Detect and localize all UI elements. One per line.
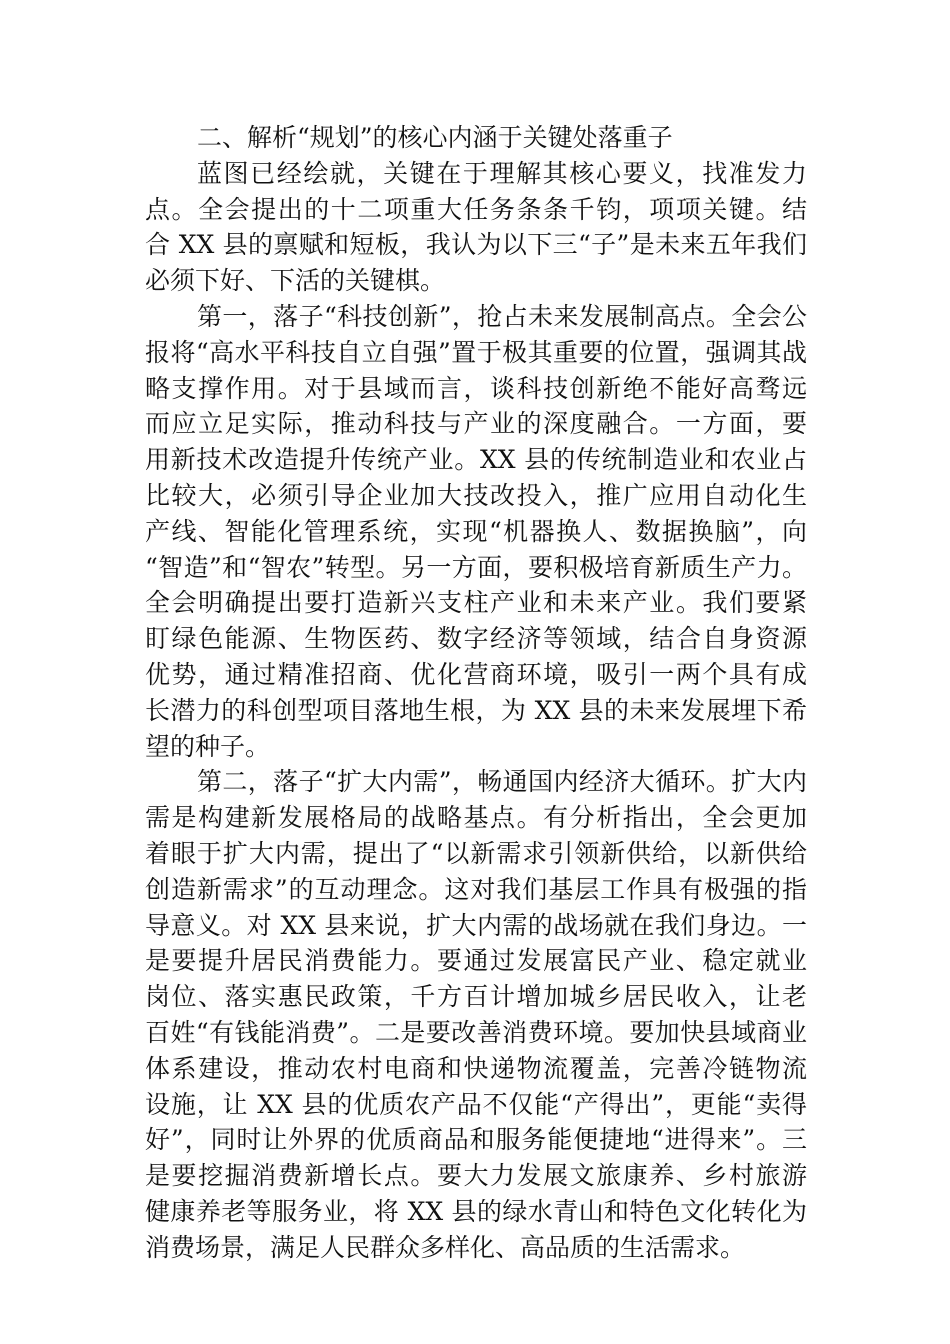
paragraph-line: 导意义。对 XX 县来说，扩大内需的战场就在我们身边。一 (145, 910, 807, 940)
paragraph-line: 是要挖掘消费新增长点。要大力发展文旅康养、乡村旅游 (145, 1161, 807, 1191)
paragraph-line: 优势，通过精准招商、优化营商环境，吸引一两个具有成 (145, 659, 807, 689)
section-heading: 二、解析“规划”的核心内涵于关键处落重子 (197, 123, 673, 152)
paragraph (145, 299, 807, 764)
document-body (145, 156, 807, 1266)
paragraph-line: 报将“高水平科技自立自强”置于极其重要的位置，强调其战 (145, 337, 807, 367)
paragraph-line: 着眼于扩大内需，提出了“以新需求引领新供给，以新供给 (145, 838, 807, 868)
paragraph-line: 必须下好、下活的关键棋。 (145, 266, 446, 296)
paragraph-line: 消费场景，满足人民群众多样化、高品质的生活需求。 (145, 1232, 746, 1262)
paragraph-line: 需是构建新发展格局的战略基点。有分析指出，全会更加 (145, 803, 807, 833)
paragraph-line: “智造”和“智农”转型。另一方面，要积极培育新质生产力。 (145, 552, 807, 582)
paragraph-line: 盯绿色能源、生物医药、数字经济等领域，结合自身资源 (145, 624, 807, 654)
paragraph-line: 第二，落子“扩大内需”，畅通国内经济大循环。扩大内 (197, 767, 807, 797)
paragraph-line: 设施，让 XX 县的优质农产品不仅能“产得出”，更能“卖得 (145, 1089, 807, 1119)
paragraph-line: 而应立足实际，推动科技与产业的深度融合。一方面，要 (145, 409, 807, 439)
paragraph-line: 百姓“有钱能消费”。二是要改善消费环境。要加快县域商业 (145, 1017, 807, 1047)
paragraph-line: 健康养老等服务业，将 XX 县的绿水青山和特色文化转化为 (145, 1196, 807, 1226)
paragraph-line: 是要提升居民消费能力。要通过发展富民产业、稳定就业 (145, 946, 807, 976)
paragraph-line: 岗位、落实惠民政策，千方百计增加城乡居民收入，让老 (145, 982, 807, 1012)
paragraph (145, 764, 807, 1265)
paragraph-line: 好”，同时让外界的优质商品和服务能便捷地“进得来”。三 (145, 1125, 807, 1155)
paragraph-line: 产线、智能化管理系统，实现“机器换人、数据换脑”，向 (145, 516, 807, 546)
paragraph-line: 第一，落子“科技创新”，抢占未来发展制高点。全会公 (197, 301, 807, 331)
document-page (145, 120, 807, 1266)
paragraph-line: 用新技术改造提升传统产业。XX 县的传统制造业和农业占 (145, 445, 807, 475)
paragraph-line: 点。全会提出的十二项重大任务条条千钧，项项关键。结 (145, 194, 807, 224)
paragraph-line: 长潜力的科创型项目落地生根，为 XX 县的未来发展埋下希 (145, 695, 807, 725)
paragraph-line: 合 XX 县的禀赋和短板，我认为以下三“子”是未来五年我们 (145, 230, 807, 260)
paragraph-line: 略支撑作用。对于县域而言，谈科技创新绝不能好高骛远 (145, 373, 807, 403)
paragraph-line: 全会明确提出要打造新兴支柱产业和未来产业。我们要紧 (145, 588, 807, 618)
paragraph-line: 创造新需求”的互动理念。这对我们基层工作具有极强的指 (145, 874, 807, 904)
paragraph-line: 望的种子。 (145, 731, 271, 761)
paragraph (145, 156, 807, 299)
paragraph-line: 比较大，必须引导企业加大技改投入，推广应用自动化生 (145, 480, 807, 510)
paragraph-line: 体系建设，推动农村电商和快递物流覆盖，完善冷链物流 (145, 1053, 807, 1083)
paragraph-line: 蓝图已经绘就，关键在于理解其核心要义，找准发力 (197, 158, 807, 188)
